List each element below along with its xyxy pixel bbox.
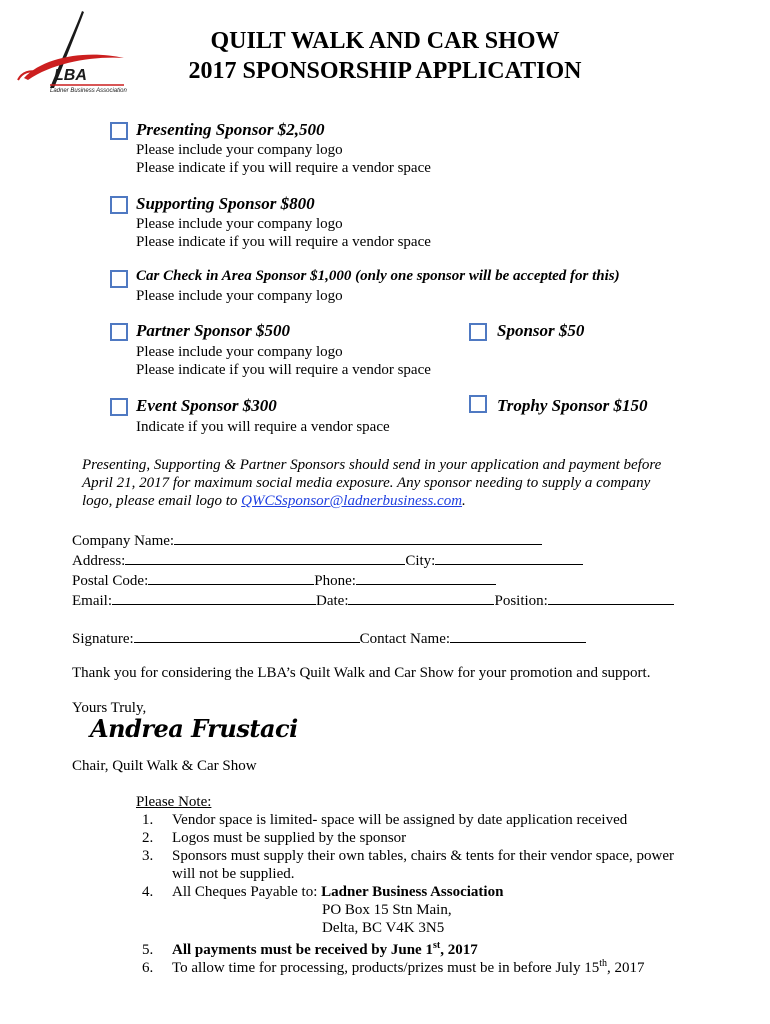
presenting-sponsor-label: Presenting Sponsor $2,500 (136, 120, 325, 139)
note-item-6-sup: th (599, 958, 607, 969)
position-label: Position: (494, 593, 548, 609)
signer-title: Chair, Quilt Walk & Car Show (72, 758, 257, 774)
lba-logo (14, 8, 134, 98)
notice-line-2: April 21, 2017 for maximum social media exposure. Any sponsor needing to supply a company (82, 475, 651, 491)
notice-line-3-end: . (462, 493, 466, 509)
position-field[interactable] (548, 590, 674, 605)
title-line-2: 2017 SPONSORSHIP APPLICATION (188, 58, 582, 84)
note-item-5: 5. All payments must be received by June 1st, 2017 (142, 940, 478, 958)
sponsor-50-label: Sponsor $50 (497, 321, 585, 340)
partner-note-2: Please indicate if you will require a vendor space (136, 362, 431, 378)
trophy-sponsor-label: Trophy Sponsor $150 (497, 396, 648, 415)
address-field[interactable] (125, 550, 405, 565)
car-check-sponsor-checkbox[interactable] (110, 270, 128, 288)
lba-logo-graphic (14, 8, 134, 98)
presenting-note-1: Please include your company logo (136, 142, 343, 158)
sponsor-50-checkbox[interactable] (469, 323, 487, 341)
note-item-4-text: All Cheques Payable to: (172, 884, 322, 900)
presenting-note-2: Please indicate if you will require a vendor space (136, 160, 431, 176)
notice-line-1: Presenting, Supporting & Partner Sponsors should send in your application and payment before (82, 457, 662, 473)
note-item-5-sup: st (432, 940, 441, 951)
note-item-4: 4. All Cheques Payable to: Ladner Business Association (142, 884, 504, 900)
supporting-sponsor-checkbox[interactable] (110, 196, 128, 214)
note-item-6-text: To allow time for processing, products/prizes must be in before July 15 (172, 960, 600, 976)
note-item-5-text: All payments must be received by June 1 (172, 942, 433, 958)
handwritten-signature: Andrea Frustaci (90, 714, 298, 743)
thank-you-text: Thank you for considering the LBA’s Quilt Walk and Car Show for your promotion and support. (72, 665, 651, 681)
title-line-1: QUILT WALK AND CAR SHOW (210, 28, 560, 54)
address-row (72, 550, 583, 570)
note-item-2-text: Logos must be supplied by the sponsor (172, 830, 407, 846)
note-item-1: 1. Vendor space is limited- space will be assigned by date application received (142, 812, 628, 828)
logo-subtext: Ladner Business Association (50, 88, 127, 94)
supporting-sponsor-label: Supporting Sponsor $800 (136, 194, 315, 213)
partner-sponsor-checkbox[interactable] (110, 323, 128, 341)
email-row (72, 590, 674, 610)
event-sponsor-label: Event Sponsor $300 (136, 396, 277, 415)
partner-sponsor-label: Partner Sponsor $500 (136, 321, 290, 340)
note-item-3-text: Sponsors must supply their own tables, chairs & tents for their vendor space, power (172, 848, 674, 864)
date-label: Date: (316, 593, 349, 609)
note-item-6: 6. To allow time for processing, products/prizes must be in before July 15th, 2017 (142, 958, 645, 976)
payee-name: Ladner Business Association (321, 884, 504, 900)
address-label: Address: (72, 553, 126, 569)
note-item-1-text: Vendor space is limited- space will be assigned by date application received (172, 812, 628, 828)
notice-line-3-text: logo, please email logo to (82, 493, 242, 509)
presenting-sponsor-checkbox[interactable] (110, 122, 128, 140)
event-note-1: Indicate if you will require a vendor space (136, 419, 390, 435)
payee-address-1: PO Box 15 Stn Main, (322, 902, 452, 918)
company-name-row (72, 530, 542, 550)
logo-text: LBA (54, 67, 87, 84)
payee-address-2: Delta, BC V4K 3N5 (322, 920, 445, 936)
sponsor-email-link[interactable]: QWCSsponsor@ladnerbusiness.com (241, 493, 463, 509)
supporting-note-1: Please include your company logo (136, 216, 343, 232)
signature-label: Signature: (72, 631, 134, 647)
contact-name-label: Contact Name: (359, 631, 451, 647)
event-sponsor-checkbox[interactable] (110, 398, 128, 416)
car-check-sponsor-label: Car Check in Area Sponsor $1,000 (only one sponsor will be accepted for this) (136, 268, 620, 284)
partner-note-1: Please include your company logo (136, 344, 343, 360)
supporting-note-2: Please indicate if you will require a vendor space (136, 234, 431, 250)
note-item-3: 3. Sponsors must supply their own tables, chairs & tents for their vendor space, power (142, 848, 674, 864)
phone-label: Phone: (314, 573, 356, 589)
postal-code-field[interactable] (148, 570, 314, 585)
closing-text: Yours Truly, (72, 700, 147, 716)
company-name-field[interactable] (174, 530, 542, 545)
postal-code-label: Postal Code: (72, 573, 149, 589)
note-item-2: 2. Logos must be supplied by the sponsor (142, 830, 407, 846)
note-item-5-end: , 2017 (440, 942, 478, 958)
company-name-label: Company Name: (72, 533, 175, 549)
trophy-sponsor-checkbox[interactable] (469, 395, 487, 413)
signature-field[interactable] (134, 628, 360, 643)
city-label: City: (405, 553, 436, 569)
email-label: Email: (72, 593, 112, 609)
contact-name-field[interactable] (450, 628, 586, 643)
notes-heading: Please Note: (136, 794, 212, 810)
note-item-6-end: , 2017 (606, 960, 645, 976)
postal-row (72, 570, 496, 590)
phone-field[interactable] (356, 570, 496, 585)
city-field[interactable] (435, 550, 583, 565)
car-check-note-1: Please include your company logo (136, 288, 343, 304)
signature-row (72, 628, 586, 648)
email-field[interactable] (112, 590, 316, 605)
notice-line-3 (82, 492, 466, 510)
note-item-3-cont: will not be supplied. (172, 866, 295, 882)
date-field[interactable] (348, 590, 494, 605)
